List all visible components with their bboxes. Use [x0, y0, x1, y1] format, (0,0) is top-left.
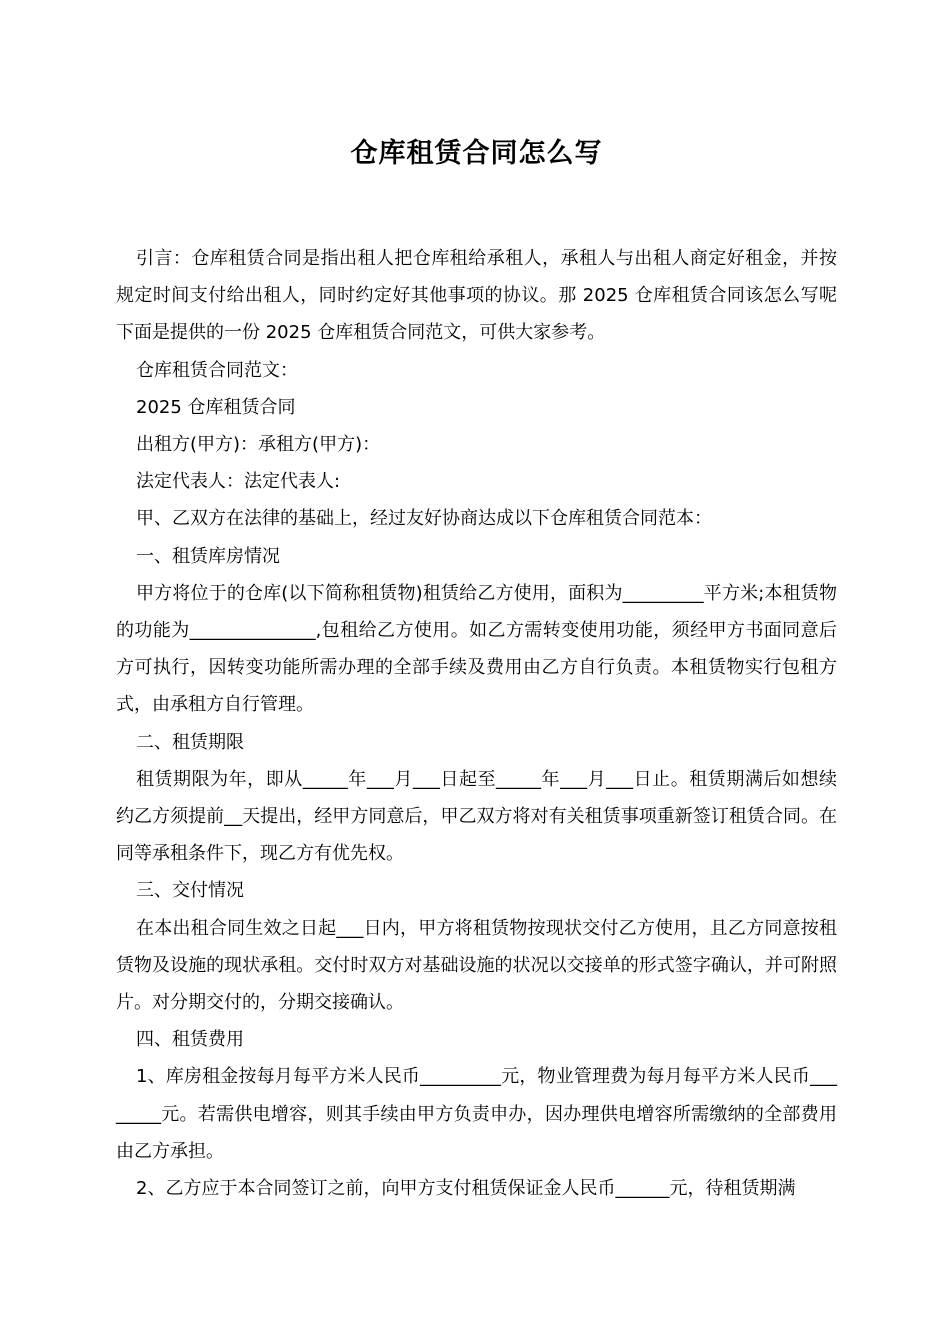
- section-1-paragraph: 甲方将位于的仓库(以下简称租赁物)租赁给乙方使用，面积为_________平方米;本租赁物的功能为______________,包租给乙方使用。如乙方需转变使用功能，须经甲方书面同意后方可执行，因转变功能所需办理的全部手续及费用由乙方自行负责。本租赁物实行包租方式，由承租方自行管理。: [116, 582, 837, 716]
- section-2-paragraph: 租赁期限为年，即从_____年___月___日起至_____年___月___日止。租赁期满后如想续约乙方须提前__天提出，经甲方同意后，甲乙双方将对有关租赁事项重新签订租赁合同。在同等承租条件下，现乙方有优先权。: [116, 768, 837, 865]
- document-body: [116, 240, 837, 1207]
- section-heading-4: 四、租赁费用: [136, 1029, 244, 1051]
- template-label: 仓库租赁合同范文：: [136, 359, 298, 381]
- preamble-paragraph: 甲、乙双方在法律的基础上，经过友好协商达成以下仓库租赁合同范本：: [136, 508, 712, 530]
- section-3-paragraph: 在本出租合同生效之日起___日内，甲方将租赁物按现状交付乙方使用，且乙方同意按租赁物及设施的现状承租。交付时双方对基础设施的状况以交接单的形式签字确认，并可附照片。对分期交付的，分期交接确认。: [116, 917, 837, 1014]
- intro-paragraph: 引言：仓库租赁合同是指出租人把仓库租给承租人，承租人与出租人商定好租金，并按规定时间支付给出租人，同时约定好其他事项的协议。那 2025 仓库租赁合同该怎么写呢下面是提供的一份 2025 仓库租赁合同范文，可供大家参考。: [116, 248, 837, 344]
- section-heading-1: 一、租赁库房情况: [136, 545, 280, 567]
- representatives-line: 法定代表人：法定代表人:: [136, 471, 341, 493]
- section-4-item-1: 1、库房租金按每月每平方米人民币_________元，物业管理费为每月每平方米人民币________元。若需供电增容，则其手续由甲方负责申办，因办理供电增容所需缴纳的全部费用由乙方承担。: [116, 1066, 837, 1162]
- contract-name: 2025 仓库租赁合同: [136, 396, 296, 418]
- section-heading-3: 三、交付情况: [136, 880, 244, 902]
- parties-line: 出租方(甲方)：承租方(甲方)：: [136, 434, 381, 456]
- document-title: 仓库租赁合同怎么写: [350, 138, 603, 169]
- section-heading-2: 二、租赁期限: [136, 731, 244, 753]
- section-4-item-2: 2、乙方应于本合同签订之前，向甲方支付租赁保证金人民币______元，待租赁期满: [136, 1178, 796, 1200]
